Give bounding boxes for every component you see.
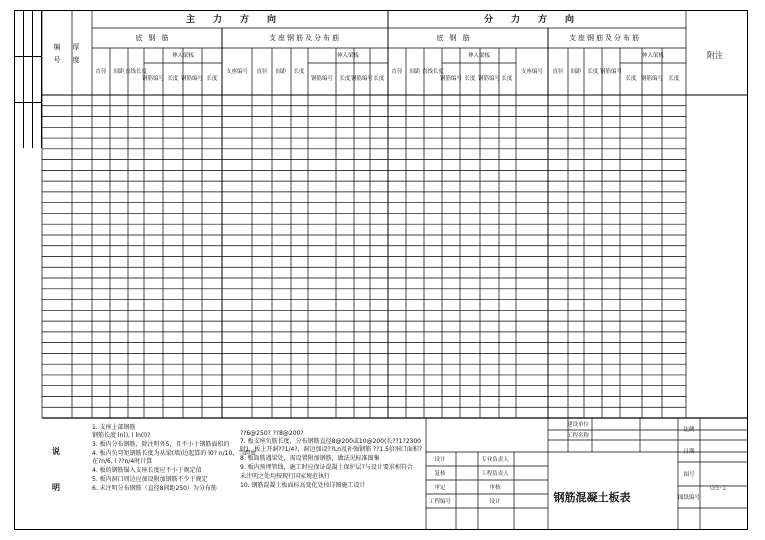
tb-row-left-0: 设计: [434, 457, 446, 463]
dist-col-len-1: 长度: [464, 76, 476, 82]
note-item: 9. 板内预埋管线，施工时应保证混凝土保护层?与设计要求相符合: [240, 464, 413, 471]
tb-row-mid-2: 审核: [489, 485, 501, 491]
note-item: 6. 未注明分布钢筋（直径8间距250）为分布筋: [92, 485, 217, 492]
note-item: 8. 板面筋遇梁处，需设置附加钢筋，做法见标准图集: [240, 455, 380, 462]
header-remarks: 附注: [707, 51, 723, 60]
tb-row-left-1: 复核: [434, 471, 446, 477]
tb-right-label-3: 图纸编号: [677, 495, 701, 501]
dist-col-s-bar-no-1: 钢筋编号: [599, 69, 623, 75]
dist-col-s-spacing: 间距: [570, 69, 582, 75]
note-item: 在?n/6, l ??n/4时计算: [92, 458, 153, 465]
dist-col-length: 直线长度: [421, 69, 445, 75]
tb-row-mid-1: 工程负责人: [481, 471, 509, 477]
note-item: 时)，板上开洞??1/4?，洞边加设??Ln及补强钢筋 ??1.5倍洞口面积?: [240, 446, 423, 453]
main-col-anchor: 伸入梁板: [171, 53, 195, 59]
header-main-direction: 主力方向: [185, 15, 295, 25]
main-col-s-spacing: 间距: [275, 69, 287, 75]
tb-row-left-2: 审定: [434, 485, 446, 491]
dist-col-s-len-1: 长度: [625, 76, 637, 82]
dist-support-rebar: 支座钢筋及分布筋: [569, 34, 641, 42]
main-col-support-no: 支座编号: [225, 69, 249, 75]
tb-row-mid-0: 专业负责人: [481, 457, 509, 463]
main-col-length: 直线长度: [124, 69, 148, 75]
main-col-diameter: 直径: [95, 69, 107, 75]
main-col-spacing: 间距: [113, 69, 125, 75]
dist-col-s-diameter: 直径: [552, 69, 564, 75]
main-col-s-len-2: 长度: [373, 76, 385, 82]
main-col-bar-no-1: 钢筋编号: [141, 76, 165, 82]
note-item: 3. 板内分布钢筋，除注明外5，且不小于钢筋面积的: [92, 441, 230, 448]
header-row-no: 编号: [53, 43, 61, 69]
tb-row-mid-3: 设计: [489, 499, 501, 505]
notes-label-2: 明: [52, 483, 60, 492]
note-item: 1. 支座上部钢筋: [92, 424, 136, 431]
drawing-title: 钢筋混凝土板表: [553, 491, 631, 504]
main-col-s-length: 长度: [293, 69, 305, 75]
dist-col-s-anchor: 伸入梁板: [641, 53, 665, 59]
note-item: 钢筋长度 ln(), l ln(l)?: [92, 432, 151, 439]
note-item: ??6@250? ??8@200?: [240, 430, 304, 437]
dist-col-bar-no-1: 钢筋编号: [439, 76, 463, 82]
dist-col-support-no: 支座编号: [520, 69, 544, 75]
dist-col-spacing: 间距: [409, 69, 421, 75]
dist-col-len-2: 长度: [501, 76, 513, 82]
tb-top-label-0: 建设单位: [566, 422, 590, 428]
notes-label-1: 说: [52, 447, 60, 456]
header-thickness: 厚度: [72, 43, 80, 69]
dist-col-bar-no-2: 钢筋编号: [477, 76, 501, 82]
note-item: 4. 板的钢筋锚入支座长度应不小于规定值: [92, 467, 202, 474]
tb-right-label-2: 图号: [683, 472, 695, 478]
note-item: 5. 板内洞口周边应加设附加钢筋不少于规定: [92, 476, 208, 483]
header-dist-direction: 分力方向: [483, 15, 593, 25]
dist-col-s-length: 长度: [587, 69, 599, 75]
dist-col-s-len-2: 长度: [668, 76, 680, 82]
note-item: 10. 钢筋混凝土板面标高变化处按详图施工设计: [240, 482, 366, 489]
dist-bottom-rebar: 底钢筋: [436, 34, 476, 42]
dist-col-anchor: 伸入梁板: [467, 53, 491, 59]
main-col-s-len-1: 长度: [339, 76, 351, 82]
main-col-s-bar-no-1: 钢筋编号: [310, 76, 334, 82]
main-col-len-2: 长度: [206, 76, 218, 82]
main-col-bar-no-2: 钢筋编号: [180, 76, 204, 82]
tb-right-label-1: 日期: [683, 449, 695, 455]
main-col-s-bar-no-2: 钢筋编号: [350, 76, 374, 82]
main-bottom-rebar: 底钢筋: [135, 34, 175, 42]
main-col-s-diameter: 直径: [256, 69, 268, 75]
note-item: 未注明之处均按现行国家规范执行: [240, 473, 331, 480]
main-col-s-anchor: 伸入梁板: [336, 53, 360, 59]
notes-section: [42, 418, 426, 530]
drawing-code: GS-1: [709, 484, 727, 492]
note-item: 4. 板内负弯矩钢筋长度为从梁(墙)边起算的 l0? n/10，当跨度: [92, 450, 257, 457]
note-item: 7. 板支座负筋长度，分布钢筋直径8@200或10@200(长??1?2300: [240, 438, 421, 445]
tb-right-label-0: 比例: [683, 427, 695, 433]
tb-row-left-3: 工程编号: [428, 499, 452, 505]
tb-top-label-1: 工程名称: [566, 433, 590, 439]
dist-col-s-bar-no-2: 钢筋编号: [640, 76, 664, 82]
main-support-rebar: 支座钢筋及分布筋: [269, 34, 341, 42]
dist-col-diameter: 直径: [391, 69, 403, 75]
main-col-len-1: 长度: [167, 76, 179, 82]
